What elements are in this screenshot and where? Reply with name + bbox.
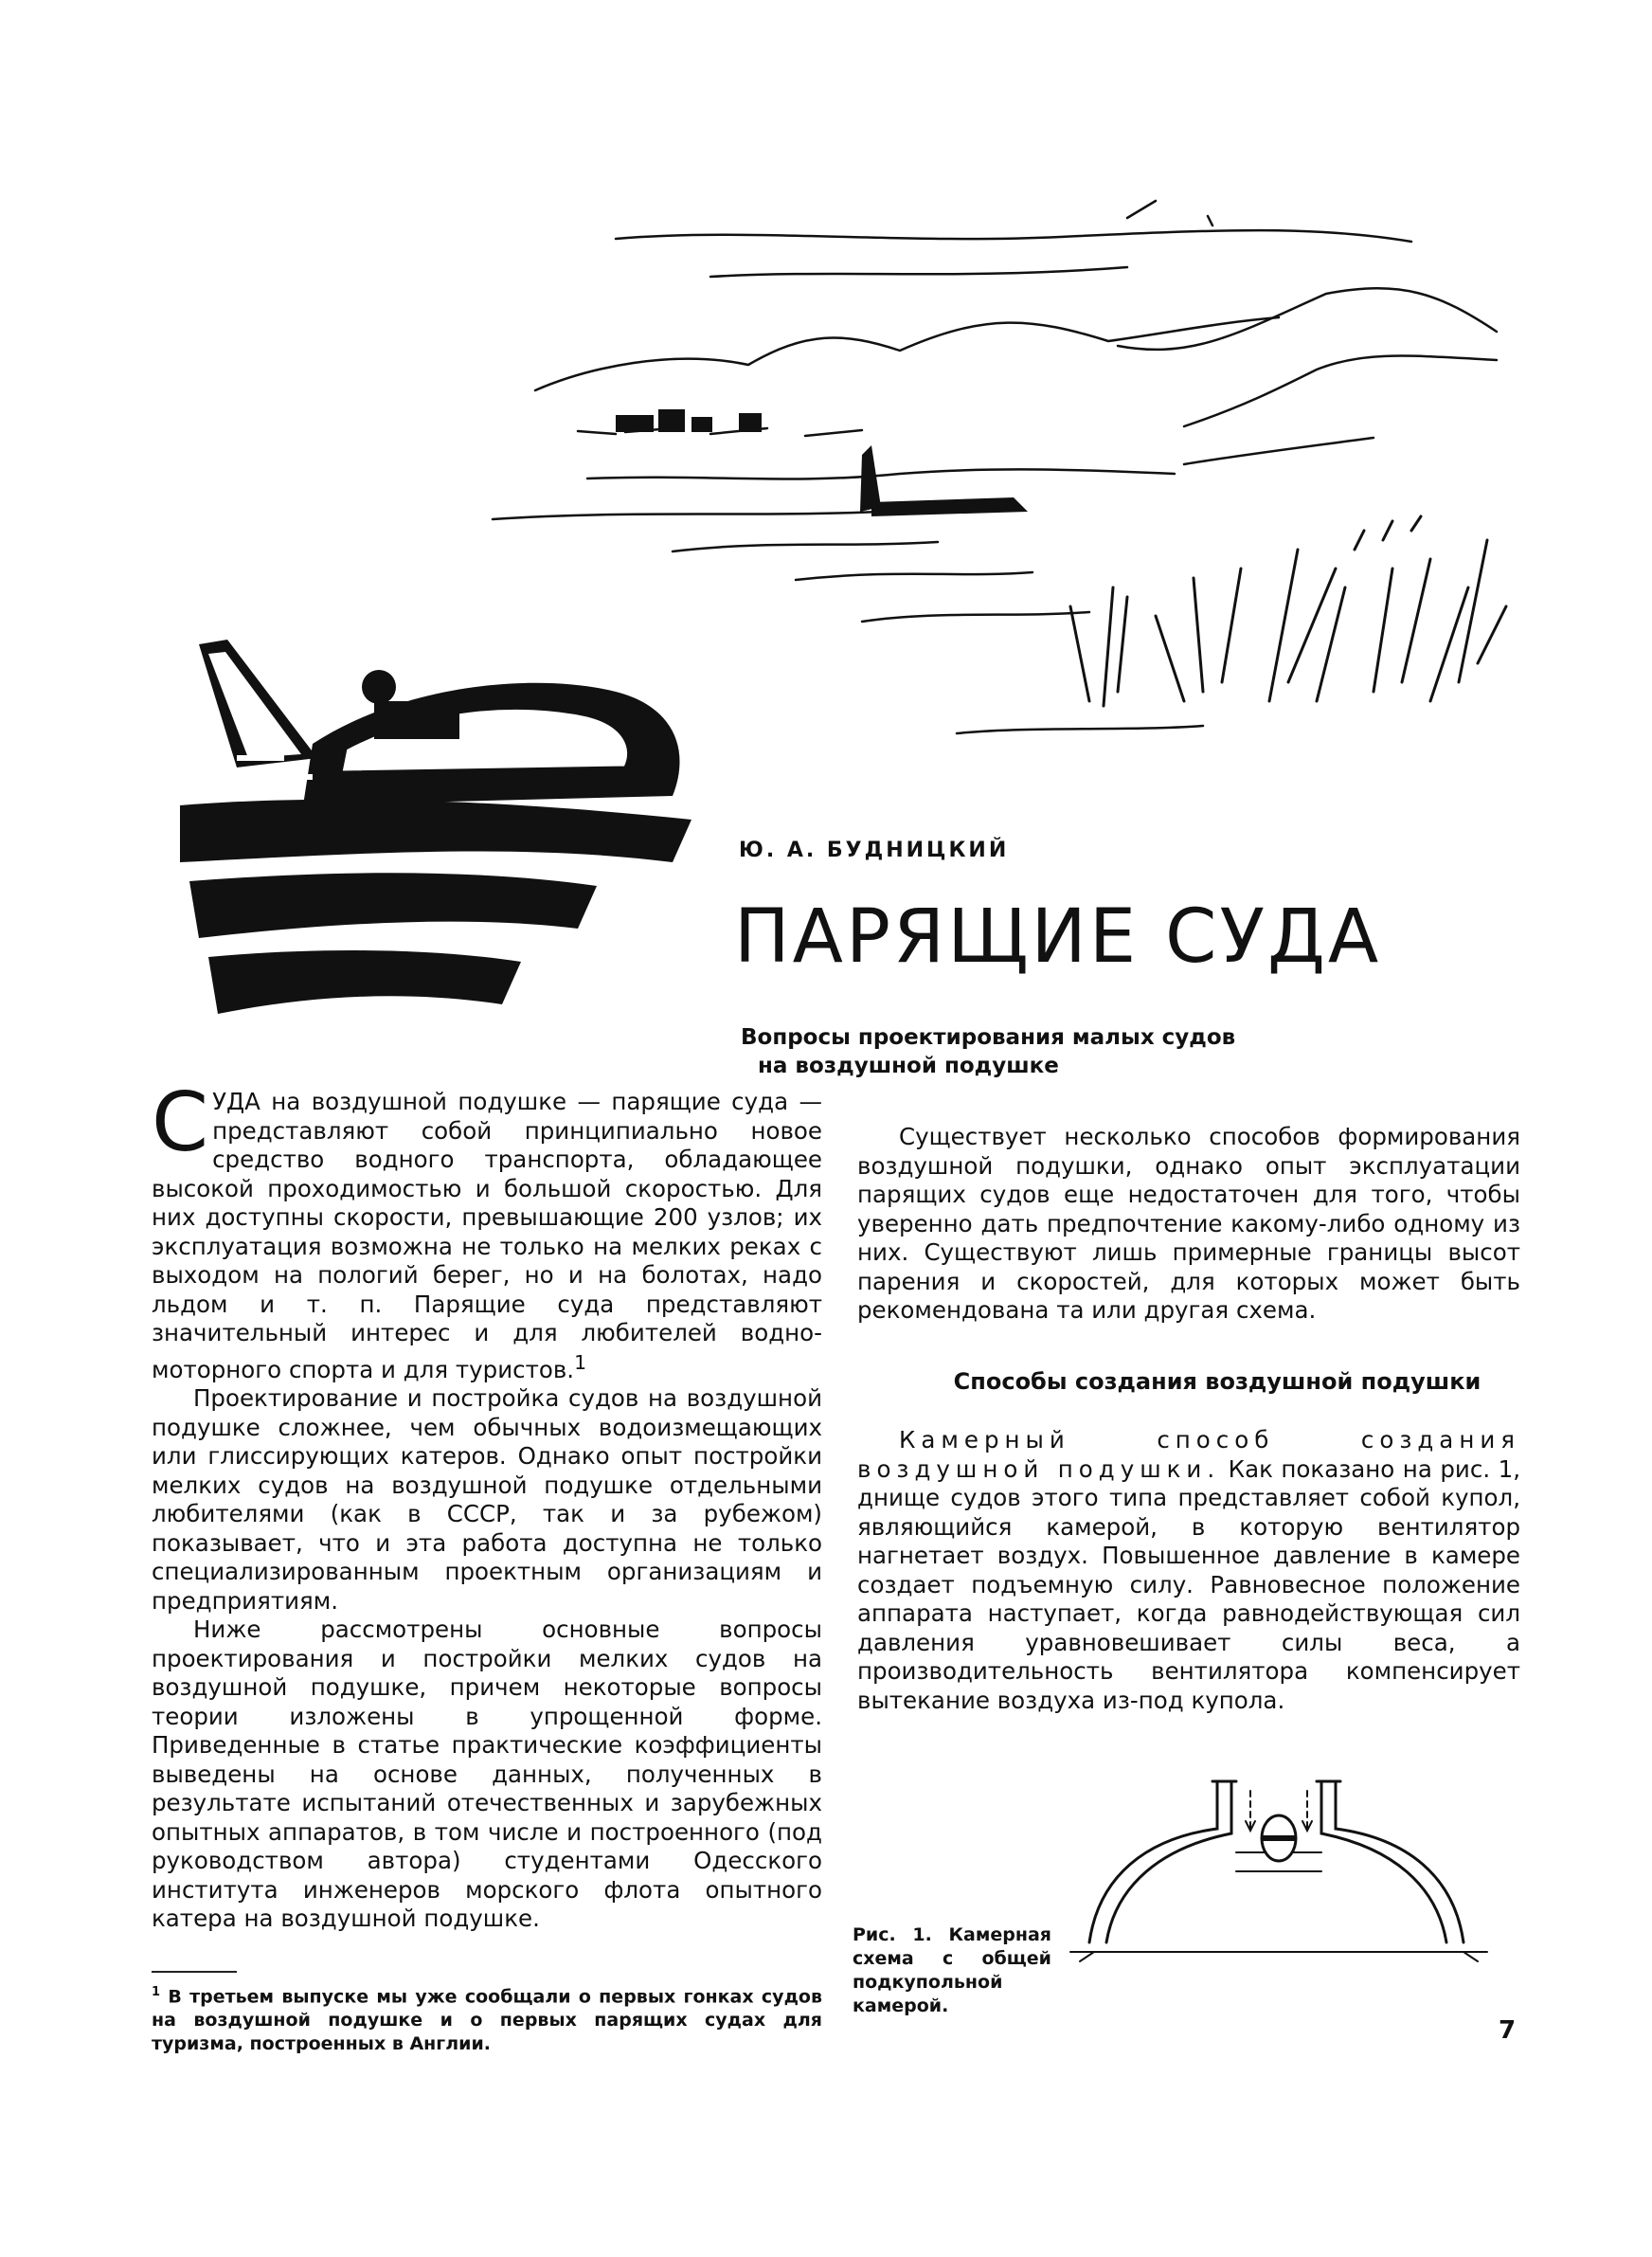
paragraph-5 bbox=[857, 1426, 1520, 1715]
section-heading: Способы создания воздушной подушки bbox=[953, 1367, 1481, 1395]
footnote-text: В третьем выпуске мы уже сообщали о первых гонках судов на воздушной подушке и о первых парящих судах для туризма, построенных в Англии. bbox=[152, 1986, 822, 2055]
paragraph-5-lead: Камерный способ создания воздушной подушки. bbox=[857, 1426, 1520, 1483]
figure-caption: Рис. 1. Камерная схема с общей подкупольной камерой. bbox=[853, 1924, 1051, 2016]
footnote-rule bbox=[152, 1971, 237, 1973]
article-author: Ю. А. БУДНИЦКИЙ bbox=[739, 839, 1010, 862]
paragraph-3: Ниже рассмотрены основные вопросы проектирования и постройки мелких судов на воздушной подушке, причем некоторые вопросы теории изложены в упрощенной форме. Приведенные в статье практические коэффициенты выведены на основе данных, полученных в результате испытаний отечественных и зарубежных опытных аппаратов, в том числе и построенного (под руководством автора) студентами Одесского института инженеров морского флота опытного катера на воздушной подушке. bbox=[152, 1616, 822, 1933]
landscape-drawing bbox=[493, 201, 1497, 733]
drop-cap: С bbox=[152, 1075, 209, 1170]
distant-boat bbox=[860, 445, 1028, 516]
paragraph-5-text: Как показано на рис. 1, днище судов этого типа представляет собой купол, являющийся камерой, в которую вентилятор нагнетает воздух. Повышенное давление в камере создает подъемную силу. Равновесное положение аппарата наступает, когда равнодействующая сил давления уравновешивает силы веса, а производительность вентилятора компенсирует вытекание воздуха из-под купола. bbox=[857, 1454, 1521, 1714]
subtitle-line-1: Вопросы проектирования малых судов bbox=[741, 1025, 1236, 1050]
town-silhouette bbox=[616, 409, 762, 432]
left-column bbox=[152, 1075, 822, 1934]
reeds bbox=[1070, 516, 1506, 706]
paragraph-4: Существует несколько способов формирования воздушной подушки, однако опыт эксплуатации парящих судов еще недостаточен для того, чтобы уверенно дать предпочтение какому-либо одному из них. Существуют лишь примерные границы высот парения и скоростей, для которых может быть рекомендована та или другая схема. bbox=[857, 1123, 1520, 1324]
paragraph-1 bbox=[152, 1075, 822, 1384]
article-subtitle bbox=[741, 1023, 1309, 1080]
subtitle-line-2: на воздушной подушке bbox=[758, 1054, 1059, 1078]
footnote bbox=[152, 1980, 822, 2056]
paragraph-1-text: УДА на воздушной подушке — парящие суда — представляют собой принципиально новое средство водного транспорта, обладающее высокой проходимостью и большой скоростью. Для них доступны скорости, превышающие 200 узлов; их эксплуатация возможна не только на мелких реках с выходом на пологий берег, но и на болотах, надо льдом и т. п. Парящие суда представляют значительный интерес и для любителей водно-моторного спорта и для туристов. bbox=[152, 1088, 822, 1383]
paragraph-2: Проектирование и постройка судов на воздушной подушке сложнее, чем обычных водоизмещающих или глиссирующих катеров. Однако опыт постройки мелких судов на воздушной подушке отдельными любителями (как в СССР, так и за рубежом) показывает, что и эта работа доступна не только специализированным проектным организациям и предприятиям. bbox=[152, 1384, 822, 1615]
footnote-ref: 1 bbox=[574, 1350, 587, 1374]
figure-1-diagram bbox=[1061, 1762, 1497, 1980]
right-column bbox=[857, 1123, 1520, 1715]
article-title: ПАРЯЩИЕ СУДА bbox=[734, 894, 1382, 980]
footnote-mark: 1 bbox=[152, 1985, 161, 1999]
hovercraft-drawing bbox=[180, 640, 691, 1014]
page-number: 7 bbox=[1499, 2016, 1517, 2045]
